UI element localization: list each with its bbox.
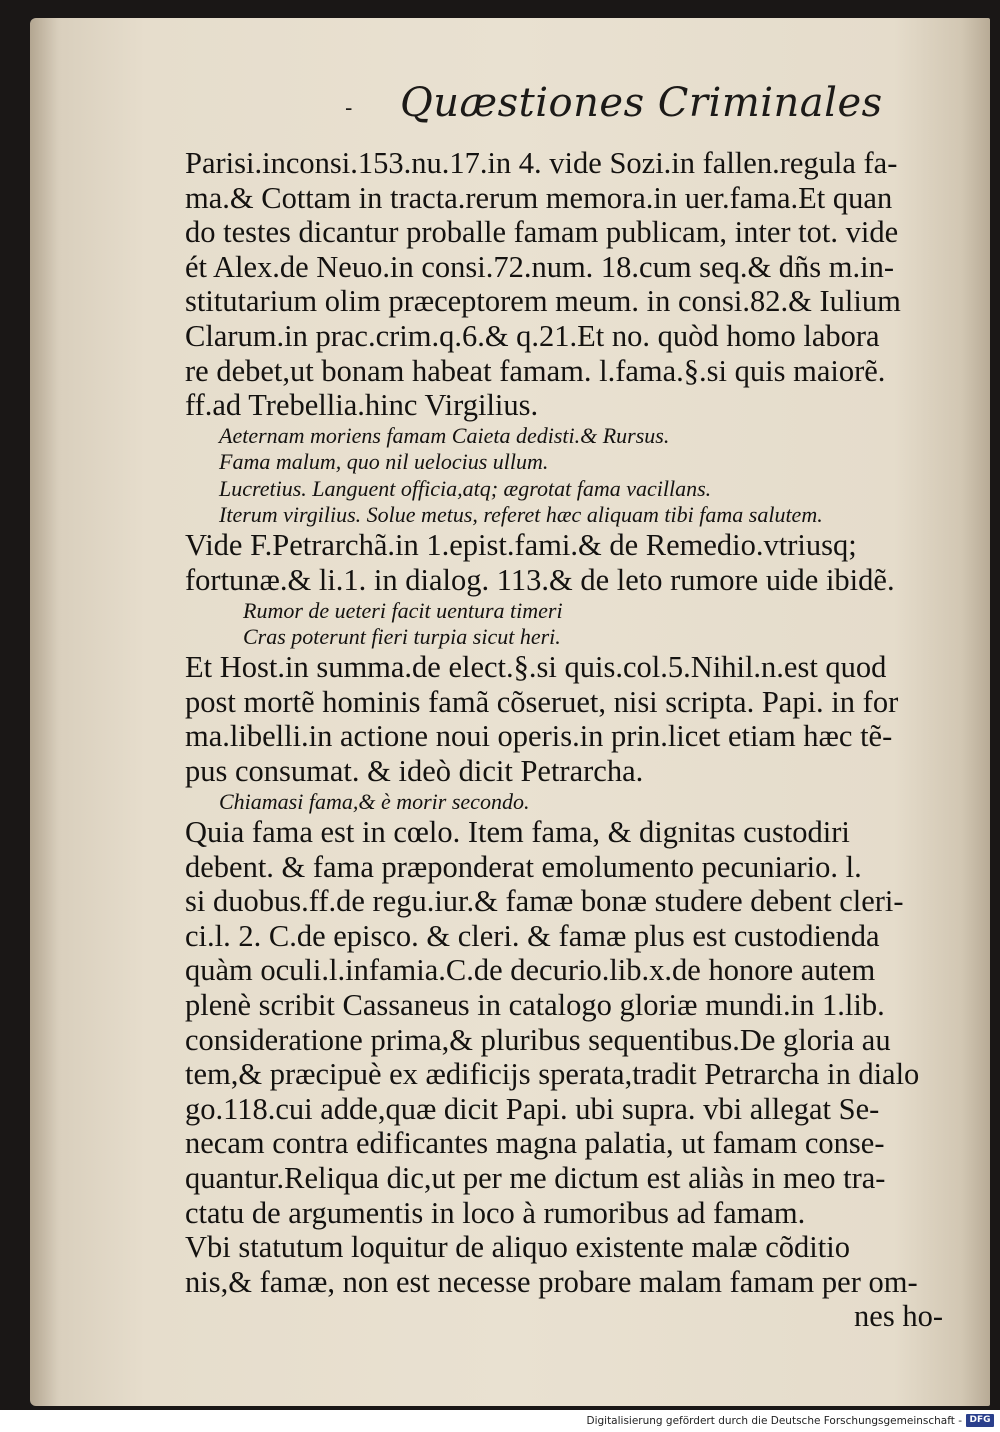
text-line: ctatu de argumentis in loco à rumoribus ad famam. [185, 1195, 806, 1230]
digitization-footer [0, 1410, 1000, 1432]
text-line: pus consumat. & ideò dicit Petrarcha. [185, 754, 644, 789]
verse-line: Aeternam moriens famam Caieta dedisti.& Rursus. [219, 422, 670, 448]
text-line: Clarum.in prac.crim.q.6.& q.21.Et no. quòd homo labora [185, 318, 880, 353]
text-line: ma.& Cottam in tracta.rerum memora.in uer.fama.Et quan [185, 180, 893, 215]
text-line: fortunæ.& li.1. in dialog. 113.& de leto rumore uide ibidẽ. [185, 562, 895, 597]
body-text [185, 146, 965, 1334]
text-line: do testes dicantur proballe famam publicam, inter tot. vide [185, 215, 899, 250]
book-page [30, 18, 990, 1406]
text-line: Vide F.Petrarchã.in 1.epist.fami.& de Remedio.vtriusq; [185, 528, 857, 563]
text-line: post mortẽ hominis famã cõseruet, nisi scripta. Papi. in for [185, 684, 899, 719]
verse-block-2 [185, 598, 965, 651]
verse-block-1 [185, 423, 965, 529]
paragraph-3 [185, 650, 965, 788]
page-content [155, 18, 975, 1406]
verse-line: Fama malum, quo nil uelocius ullum. [219, 449, 549, 475]
text-line: ét Alex.de Neuo.in consi.72.num. 18.cum seq.& dñs m.in- [185, 249, 895, 284]
head-mark: - [345, 96, 353, 121]
text-line: si duobus.ff.de regu.iur.& famæ bonæ studere debent cleri- [185, 884, 904, 919]
text-line: stitutarium olim præceptorem meum. in consi.82.& Iulium [185, 284, 901, 319]
paragraph-1 [185, 146, 965, 423]
text-line: ff.ad Trebellia.hinc Virgilius. [185, 388, 539, 423]
verse-line: Rumor de ueteri facit uentura timeri [243, 597, 563, 623]
catchword: nes ho- [854, 1299, 943, 1334]
text-line: quantur.Reliqua dic,ut per me dictum est aliàs in meo tra- [185, 1160, 886, 1195]
verse-line: Iterum virgilius. Solue metus, referet hæc aliquam tibi fama salutem. [219, 501, 823, 527]
paragraph-5 [185, 1230, 965, 1299]
text-line: re debet,ut bonam habeat famam. l.fama.§.si quis maiorẽ. [185, 353, 886, 388]
text-line: Parisi.inconsi.153.nu.17.in 4. vide Sozi.in fallen.regula fa- [185, 146, 898, 180]
text-line: Et Host.in summa.de elect.§.si quis.col.5.Nihil.n.est quod [185, 650, 887, 685]
text-line: tem,& præcipuè ex ædificijs sperata,tradit Petrarcha in dialo [185, 1057, 920, 1092]
text-line: necam contra edificantes magna palatia, ut famam conse- [185, 1126, 885, 1161]
text-line: plenè scribit Cassaneus in catalogo gloriæ mundi.in 1.lib. [185, 988, 885, 1023]
paragraph-2 [185, 528, 965, 597]
dfg-logo-icon: DFG [966, 1414, 994, 1427]
verse-block-3 [185, 789, 965, 815]
verse-line: Lucretius. Languent officia,atq; ægrotat fama vacillans. [219, 475, 712, 501]
text-line: quàm oculi.l.infamia.C.de decurio.lib.x.de honore autem [185, 953, 876, 988]
running-head: Quæstiones Criminales [400, 80, 883, 126]
text-line: go.118.cui adde,quæ dicit Papi. ubi supra. vbi allegat Se- [185, 1091, 880, 1126]
verse-line: Cras poterunt fieri turpia sicut heri. [243, 623, 561, 649]
paragraph-4 [185, 815, 965, 1230]
text-line: debent. & fama præponderat emolumento pecuniario. l. [185, 849, 862, 884]
text-line: nis,& famæ, non est necesse probare malam famam per om- [185, 1264, 918, 1299]
text-line: Quia fama est in cœlo. Item fama, & dignitas custodiri [185, 815, 850, 850]
verse-line: Chiamasi fama,& è morir secondo. [219, 788, 530, 814]
funding-notice: Digitalisierung gefördert durch die Deutsche Forschungsgemeinschaft - [586, 1415, 962, 1427]
text-line: ci.l. 2. C.de episco. & cleri. & famæ plus est custodienda [185, 918, 880, 953]
text-line: ma.libelli.in actione noui operis.in prin.licet etiam hæc tẽ- [185, 719, 893, 754]
text-line: consideratione prima,& pluribus sequentibus.De gloria au [185, 1022, 891, 1057]
text-line: Vbi statutum loquitur de aliquo existente malæ cõditio [185, 1230, 850, 1265]
